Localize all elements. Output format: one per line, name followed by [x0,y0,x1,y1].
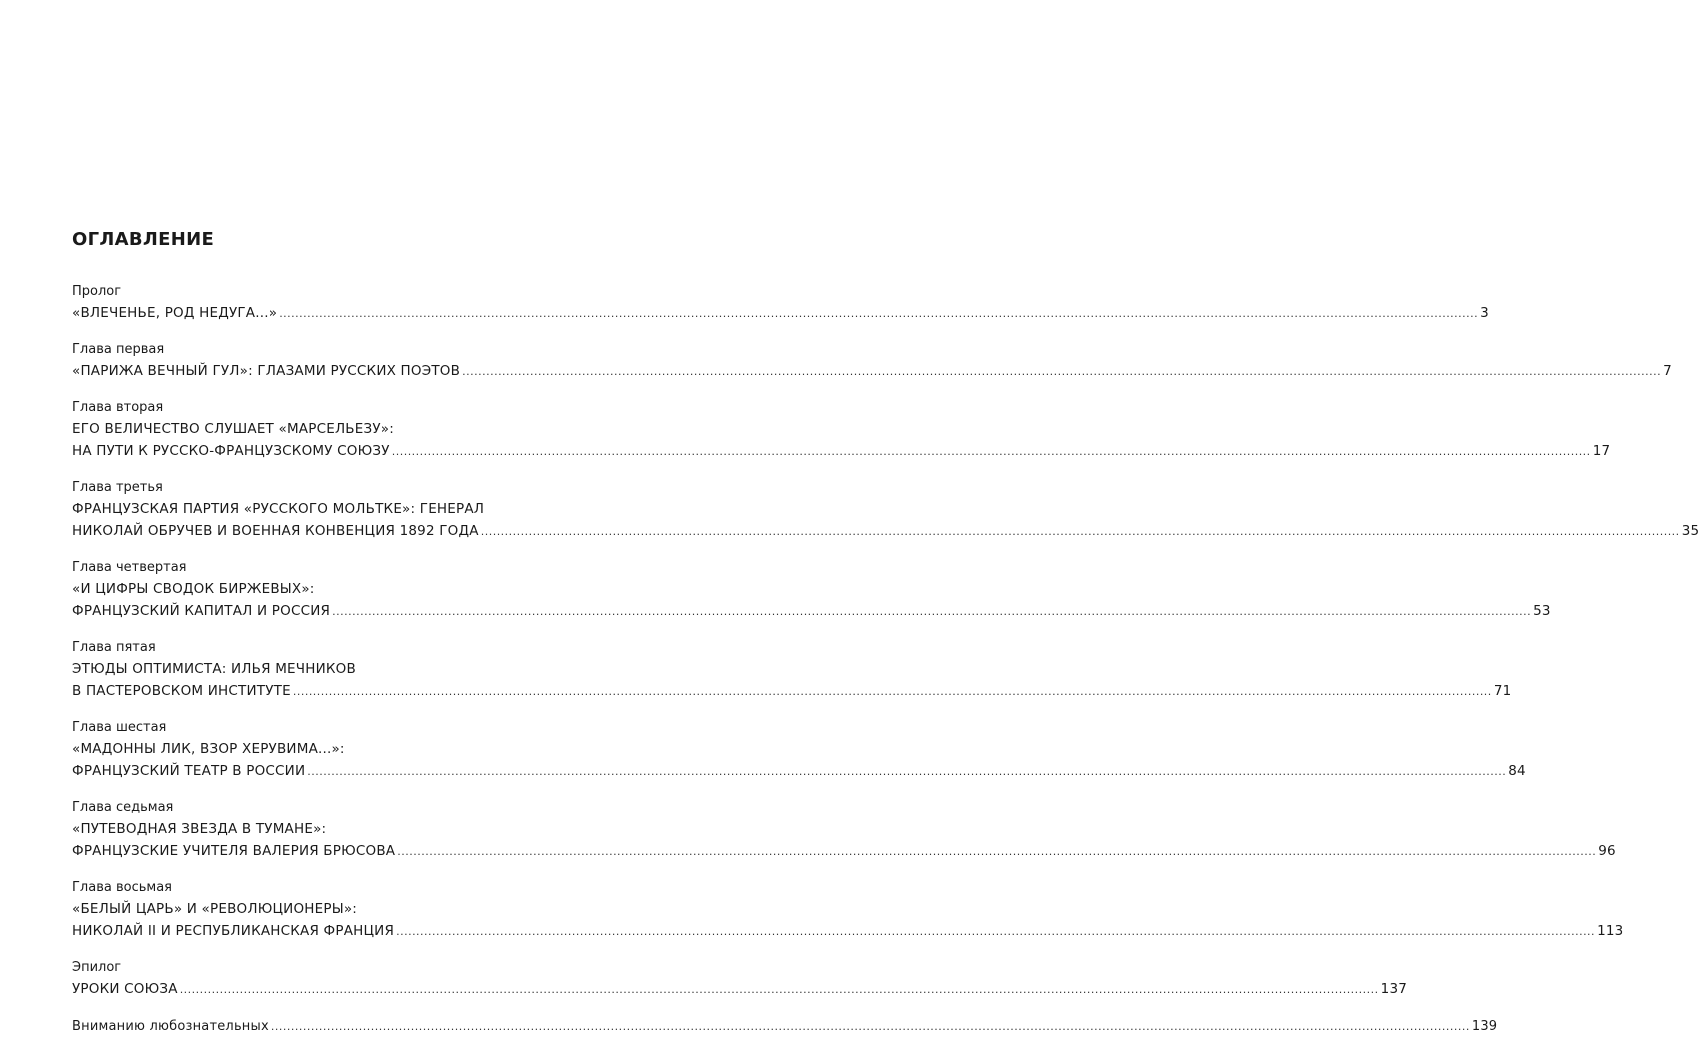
dot-leader: ............................................................................................................................................................................................................................................................................................................ [332,605,1532,618]
chapter-title-line: Вниманию любознательных [72,1019,269,1034]
chapter-title-line: НА ПУТИ К РУССКО-ФРАНЦУЗСКОМУ СОЮЗУ [72,443,390,459]
dot-leader: ............................................................................................................................................................................................................................................................................................................ [480,525,1680,538]
toc-line [72,600,1551,623]
chapter-title-line: «МАДОННЫ ЛИК, ВЗОР ХЕРУВИМА...»: [72,741,345,757]
toc-entry [72,958,1408,1001]
chapter-label: Глава четвертая [72,560,187,575]
dot-leader: ............................................................................................................................................................................................................................................................................................................ [179,983,1379,996]
toc-entry [72,798,1616,863]
chapter-title-line: В ПАСТЕРОВСКОМ ИНСТИТУТЕ [72,683,291,699]
toc-entry [72,282,1489,325]
toc-entry [72,1016,1498,1038]
chapter-title-line: ФРАНЦУЗСКИЙ ТЕАТР В РОССИИ [72,763,306,779]
chapter-title-line: ФРАНЦУЗСКИЕ УЧИТЕЛЯ ВАЛЕРИЯ БРЮСОВА [72,843,396,859]
dot-leader: ............................................................................................................................................................................................................................................................................................................ [279,307,1479,320]
chapter-label: Глава третья [72,480,163,495]
toc-line [72,440,1611,463]
chapter-label: Глава шестая [72,720,167,735]
chapter-label: Глава восьмая [72,880,172,895]
chapter-title-line: НИКОЛАЙ ОБРУЧЕВ И ВОЕННАЯ КОНВЕНЦИЯ 1892 ГОДА [72,523,479,539]
chapter-label: Пролог [72,284,122,299]
page-number: 137 [1380,981,1408,997]
chapter-label: Эпилог [72,960,122,975]
page-number: 35 [1681,523,1699,539]
toc-line [72,920,1624,943]
page-number: 96 [1598,843,1616,859]
chapter-label: Глава седьмая [72,800,174,815]
toc-line [72,978,1408,1001]
toc-line [72,520,1699,543]
toc-entry [72,398,1611,463]
page-number: 71 [1493,683,1512,699]
chapter-label: Глава первая [72,342,165,357]
toc-line [72,840,1616,863]
chapter-title-line: ЭТЮДЫ ОПТИМИСТА: ИЛЬЯ МЕЧНИКОВ [72,661,356,677]
toc-entry [72,558,1551,623]
toc-entry [72,478,1699,543]
page-number: 17 [1592,443,1611,459]
dot-leader: ............................................................................................................................................................................................................................................................................................................ [292,685,1492,698]
dot-leader: ............................................................................................................................................................................................................................................................................................................ [307,765,1507,778]
page-number: 3 [1480,305,1489,321]
toc-line [72,680,1512,703]
toc-line [72,360,1672,383]
chapter-title-line: «ВЛЕЧЕНЬЕ, РОД НЕДУГА...» [72,305,278,321]
page-title: ОГЛАВЛЕНИЕ [72,229,215,250]
dot-leader: ............................................................................................................................................................................................................................................................................................................ [462,365,1662,378]
dot-leader: ............................................................................................................................................................................................................................................................................................................ [397,845,1597,858]
chapter-label: Глава вторая [72,400,164,415]
toc-line [72,1016,1498,1038]
toc-entry [72,638,1512,703]
chapter-title-line: «ПУТЕВОДНАЯ ЗВЕЗДА В ТУМАНЕ»: [72,821,327,837]
chapter-title-line: НИКОЛАЙ II И РЕСПУБЛИКАНСКАЯ ФРАНЦИЯ [72,923,395,939]
page-number: 7 [1663,363,1672,379]
toc-entry [72,340,1672,383]
toc-line [72,760,1526,783]
toc-entry [72,718,1526,783]
page-number: 53 [1533,603,1551,619]
toc-entry [72,878,1624,943]
chapter-title-line: ФРАНЦУЗСКИЙ КАПИТАЛ И РОССИЯ [72,603,331,619]
dot-leader: ............................................................................................................................................................................................................................................................................................................ [396,925,1596,938]
page-number: 139 [1471,1019,1498,1034]
table-of-contents [72,282,1699,1053]
chapter-title-line: «ПАРИЖА ВЕЧНЫЙ ГУЛ»: ГЛАЗАМИ РУССКИХ ПОЭТОВ [72,363,461,379]
chapter-title-line: ФРАНЦУЗСКАЯ ПАРТИЯ «РУССКОГО МОЛЬТКЕ»: ГЕНЕРАЛ [72,501,485,517]
page-number: 113 [1597,923,1624,939]
dot-leader: ............................................................................................................................................................................................................................................................................................................ [391,445,1591,458]
toc-line [72,302,1489,325]
chapter-title-line: «И ЦИФРЫ СВОДОК БИРЖЕВЫХ»: [72,581,315,597]
chapter-title-line: УРОКИ СОЮЗА [72,981,178,997]
page-number: 84 [1508,763,1526,779]
chapter-title-line: «БЕЛЫЙ ЦАРЬ» И «РЕВОЛЮЦИОНЕРЫ»: [72,901,358,917]
chapter-label: Глава пятая [72,640,156,655]
dot-leader: ............................................................................................................................................................................................................................................................................................................ [270,1020,1470,1033]
chapter-title-line: ЕГО ВЕЛИЧЕСТВО СЛУШАЕТ «МАРСЕЛЬЕЗУ»: [72,421,394,437]
